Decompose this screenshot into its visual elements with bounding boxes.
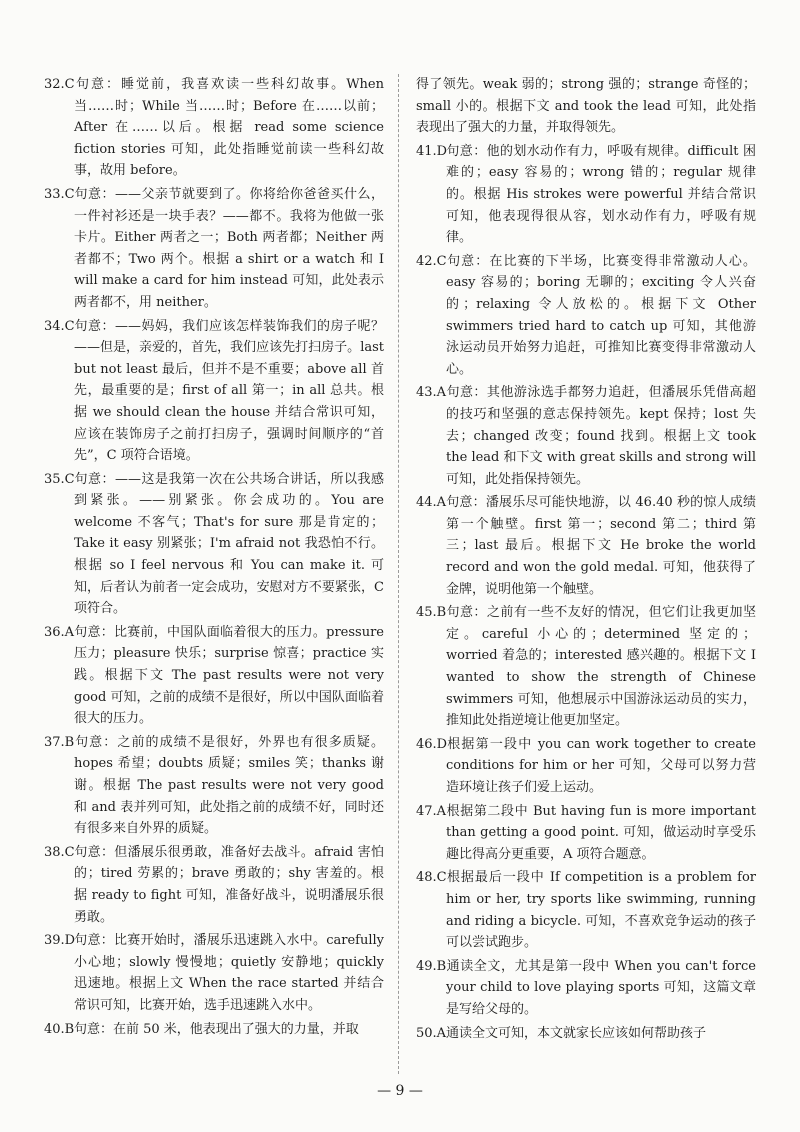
answer-number: 39.D [44,933,76,949]
answer-explanation: 通读全文可知，本文就家长应该如何帮助孩子 [446,1025,707,1041]
answer-item [416,141,756,249]
answer-explanation: 句意：睡觉前，我喜欢读一些科幻故事。When 当……时；While 当……时；Before 在……以前；After 在……以后。根据 read some science fiction stories 可知，此处指睡觉前读一些科幻故事，故用 before。 [74,77,384,179]
answer-item [416,734,756,799]
column-divider [398,74,399,1074]
answer-number: 40.B [44,1021,75,1037]
answer-item [44,930,384,1016]
answer-item [44,622,384,730]
answer-number: 50.A [416,1025,447,1041]
answer-number: 33.C [44,186,75,202]
answer-number: 38.C [44,844,75,860]
answer-number: 48.C [416,870,447,886]
answer-explanation: 句意：之前的成绩不是很好，外界也有很多质疑。hopes 希望；doubts 质疑；smiles 笑；thanks 谢谢。根据 The past results were not very good 和 and 表并列可知，此处指之前的成绩不好，同时还有很多来自外界的质疑。 [74,734,384,837]
answer-explanation: 根据最后一段中 If competition is a problem for him or her, try sports like swimming, running and riding a bicycle. 可知，不喜欢竞争运动的孩子可以尝试跑步。 [446,870,756,951]
answer-item [416,492,756,600]
answer-item [44,74,384,182]
answer-explanation: 句意：在比赛的下半场，比赛变得非常激动人心。easy 容易的；boring 无聊的；exciting 令人兴奋的；relaxing 令人放松的。根据下文 Other swimmers tried hard to catch up 可知，其他游泳运动员开始努力追赶，可推知比赛变得非常激动人心。 [446,253,756,377]
answer-explanation: 根据第一段中 you can work together to create conditions for him or her 可知，父母可以努力营造环境让孩子们爱上运动。 [446,736,756,795]
answer-number: 37.B [44,734,75,750]
answer-item [44,316,384,467]
answer-item [416,602,756,732]
answer-explanation: 句意：——妈妈，我们应该怎样装饰我们的房子呢？——但是，亲爱的，首先，我们应该先打扫房子。last but not least 最后，但并不是不重要；above all 首先，最重要的是；first of all 第一；in all 总共。根据 we should clean the house 并结合常识可知，应该在装饰房子之前打扫房子，强调时间顺序的“首先”，C 项符合语境。 [74,318,384,464]
answer-explanation: 句意：——父亲节就要到了。你将给你爸爸买什么，一件衬衫还是一块手表？——都不。我将为他做一张卡片。Either 两者之一；Both 两者都；Neither 两者都不；Two 两个。根据 a shirt or a watch 和 I will make a card for him instead 可知，此处表示两者都不，用 neither。 [74,186,384,310]
answer-item [416,867,756,953]
answer-number: 41.D [416,143,448,159]
answer-number: 32.C [44,77,75,92]
answer-explanation: 句意：但潘展乐很勇敢，准备好去战斗。afraid 害怕的；tired 劳累的；brave 勇敢的；shy 害羞的。根据 ready to fight 可知，准备好战斗，说明潘展乐很勇敢。 [74,844,384,925]
answer-explanation: 句意：——这是我第一次在公共场合讲话，所以我感到紧张。——别紧张。你会成功的。You are welcome 不客气；That's for sure 那是肯定的；Take it easy 别紧张；I'm afraid not 我恐怕不行。根据 so I feel nervous 和 You can make it. 可知，后者认为前者一定会成功，安慰对方不要紧张，C 项符合。 [74,471,384,617]
answer-item [44,1019,384,1041]
answer-explanation: 句意：之前有一些不友好的情况，但它们让我更加坚定。careful 小心的；determined 坚定的；worried 着急的；interested 感兴趣的。根据下文 I wanted to show the strength of Chinese swimmers 可知，他想展示中国游泳运动员的实力，推知此处指逆境让他更加坚定。 [446,605,756,729]
answer-number: 42.C [416,253,447,269]
answer-number: 36.A [44,624,75,640]
answer-number: 35.C [44,471,75,487]
answer-explanation: 句意：潘展乐尽可能快地游，以 46.40 秒的惊人成绩第一个触壁。first 第一；second 第二；third 第三；last 最后。根据下文 He broke the world record and won the gold medal. 可知，他获得了金牌，说明他第一个触壁。 [446,495,756,597]
answer-explanation: 句意：比赛开始时，潘展乐迅速跳入水中。carefully 小心地；slowly 慢慢地；quietly 安静地；quickly 迅速地。根据上文 When the race started 并结合常识可知，比赛开始，选手迅速跳入水中。 [74,933,384,1013]
answer-explanation: 根据第二段中 But having fun is more important than getting a good point. 可知，做运动时享受乐趣比得高分更重要，A 项符合题意。 [446,803,756,862]
left-column [44,74,384,1042]
answer-explanation: 句意：他的划水动作有力，呼吸有规律。difficult 困难的；easy 容易的；wrong 错的；regular 规律的。根据 His strokes were powerful 并结合常识可知，他表现得很从容，划水动作有力，呼吸有规律。 [446,143,756,246]
answer-explanation: 通读全文，尤其是第一段中 When you can't force your child to love playing sports 可知，这篇文章是写给父母的。 [446,958,756,1017]
answer-number: 47.A [416,803,447,819]
answer-item [416,382,756,490]
right-column [416,74,756,1046]
answer-explanation: 句意：在前 50 米，他表现出了强大的力量，并取 [74,1021,359,1037]
answer-number: 49.B [416,958,447,974]
answer-explanation: 句意：其他游泳选手都努力追赶，但潘展乐凭借高超的技巧和坚强的意志保持领先。kept 保持；lost 失去；changed 改变；found 找到。根据上文 took the lead 和下文 with great skills and strong will 可知，此处指保持领先。 [446,385,756,487]
answer-item [416,251,756,381]
answer-explanation: 句意：比赛前，中国队面临着很大的压力。pressure 压力；pleasure 快乐；surprise 惊喜；practice 实践。根据下文 The past results were not very good 可知，之前的成绩不是很好，所以中国队面临着很大的压力。 [74,624,384,727]
answer-item [416,1023,756,1045]
answer-number: 43.A [416,385,447,401]
answer-item [416,956,756,1021]
answer-number: 46.D [416,736,448,752]
answer-item [44,842,384,928]
answer-item [416,801,756,866]
continued-answer-text: 得了领先。weak 弱的；strong 强的；strange 奇怪的；small 小的。根据下文 and took the lead 可知，此处指表现出了强大的力量，并取得领先。 [416,77,756,136]
page-number: — 9 — [377,1083,423,1099]
answer-item [44,469,384,620]
answer-number: 44.A [416,495,447,511]
answer-item [44,732,384,840]
answer-item [44,184,384,314]
answer-number: 34.C [44,318,75,334]
answer-number: 45.B [416,605,447,621]
